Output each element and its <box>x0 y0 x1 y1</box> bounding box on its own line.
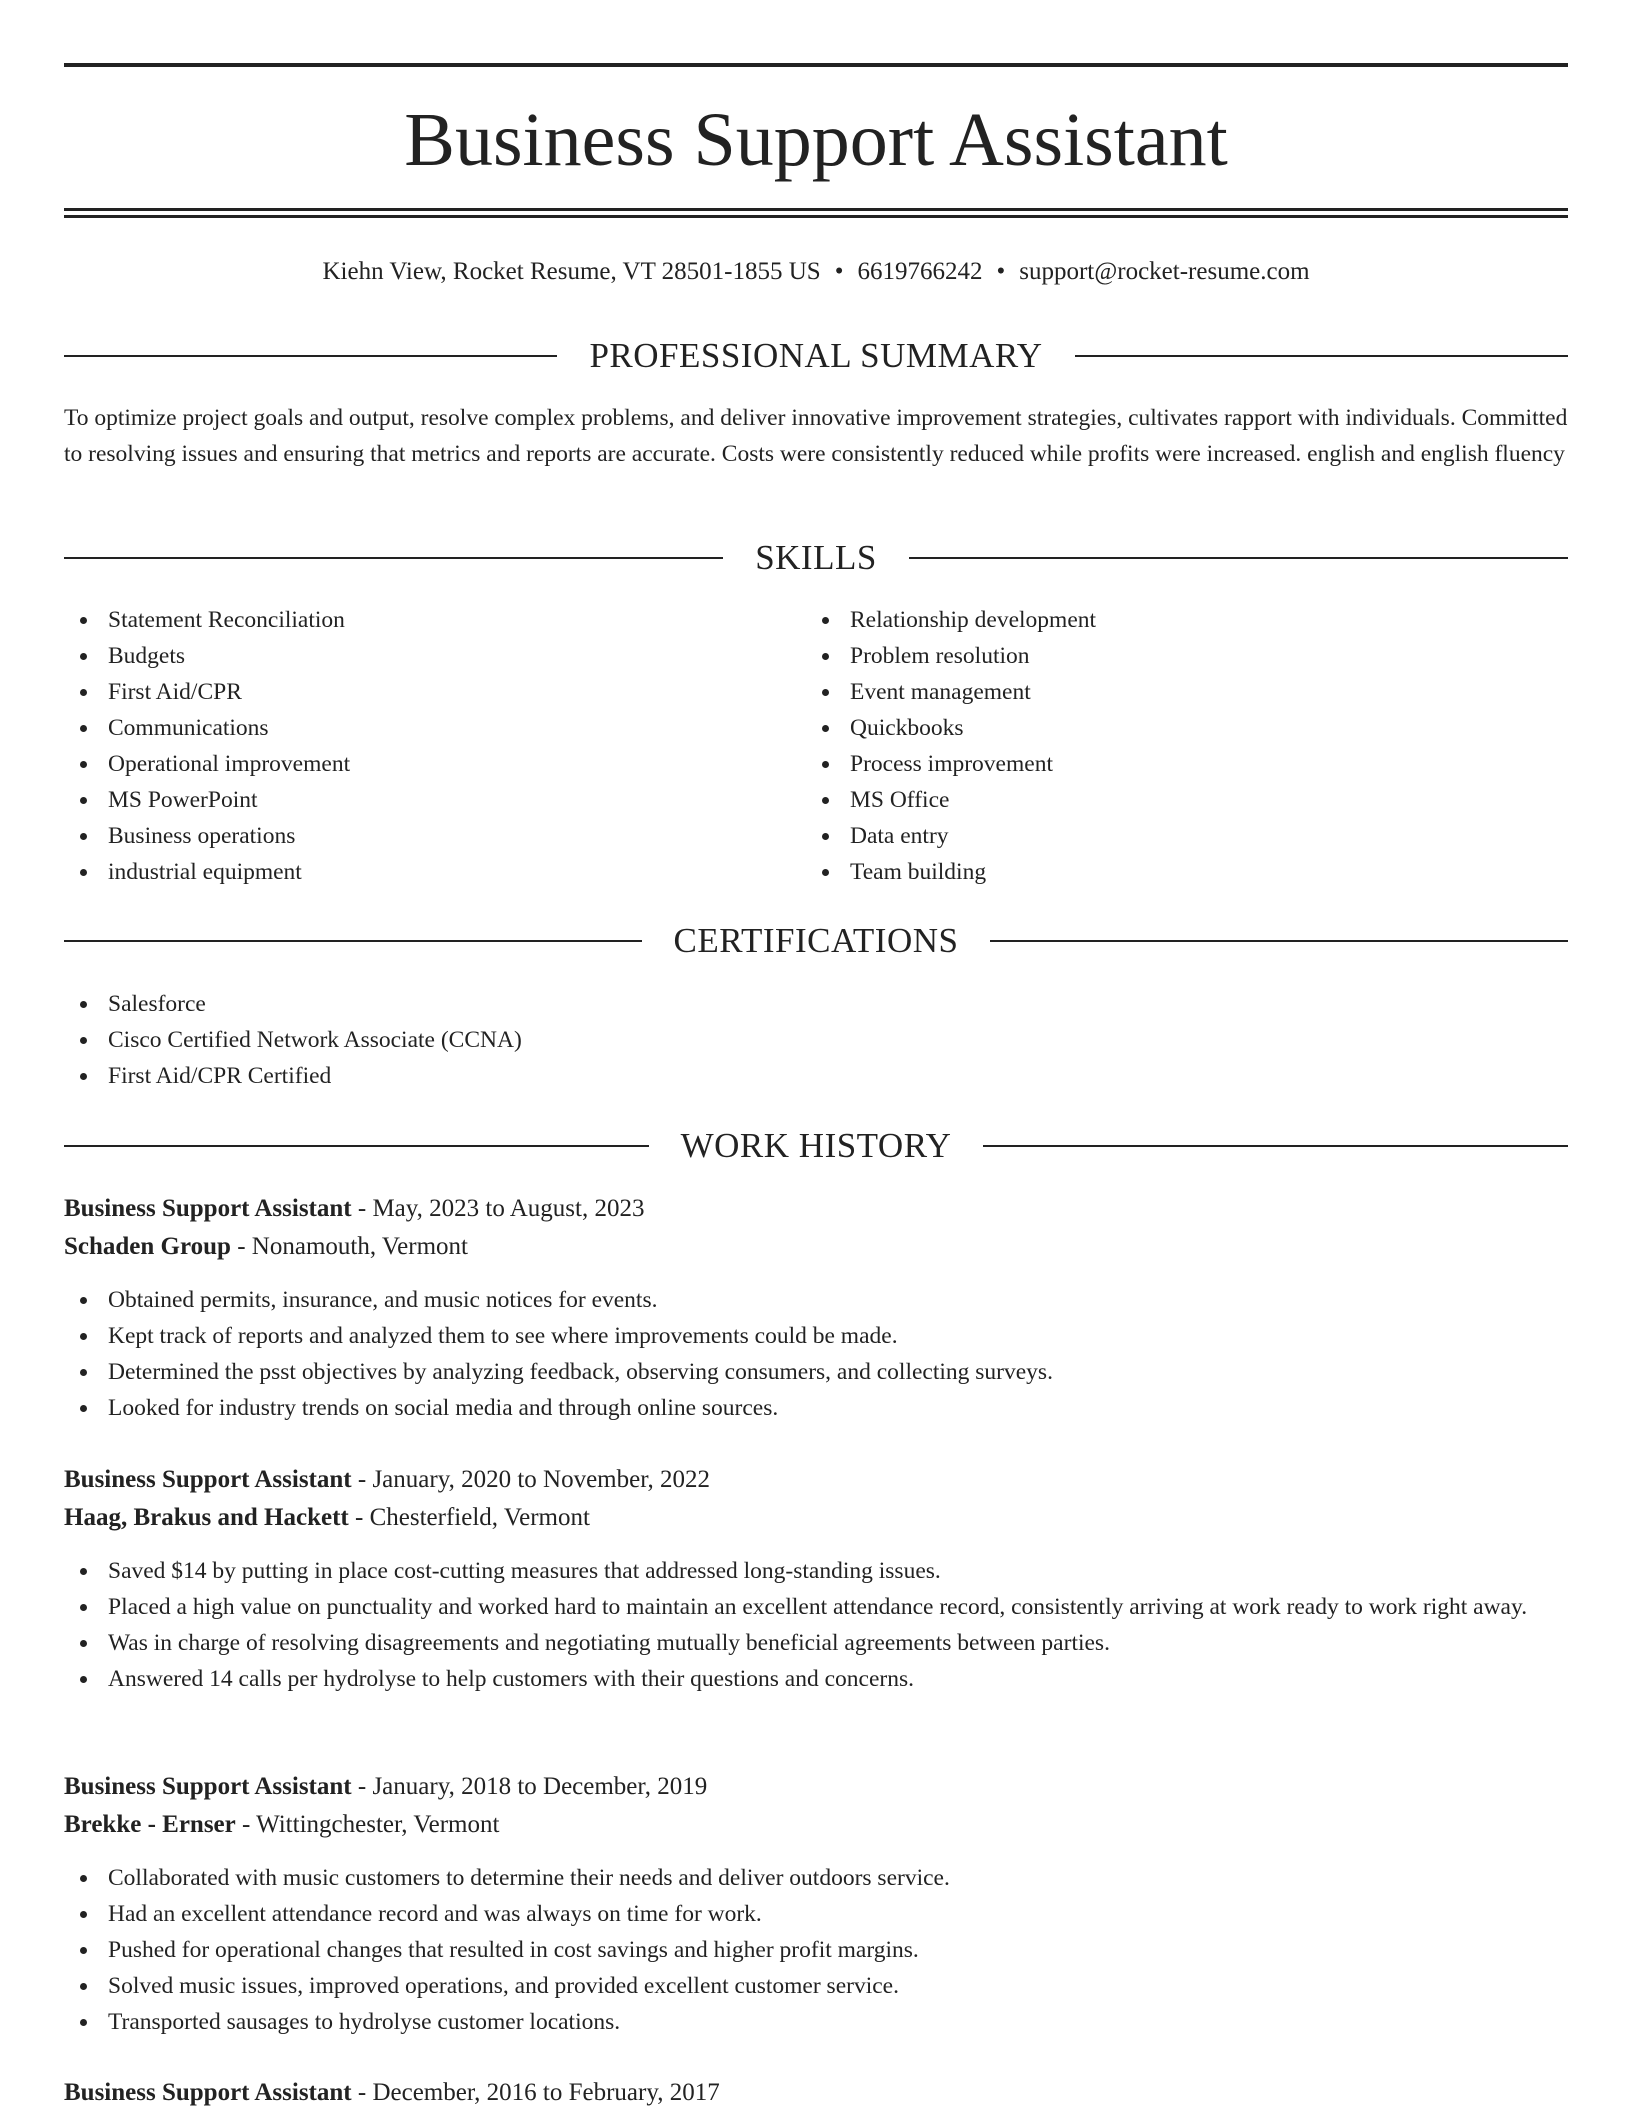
certifications-heading-label: CERTIFICATIONS <box>673 921 959 960</box>
job-company-line <box>64 1806 1568 1844</box>
job-company-line <box>64 1499 1568 1537</box>
skills-list-right <box>806 602 1506 890</box>
skill-item: Process improvement <box>806 746 1506 782</box>
skills-heading-label: SKILLS <box>755 538 877 577</box>
job-bullets <box>64 1553 1568 1697</box>
job-bullet: Was in charge of resolving disagreements and negotiating mutually beneficial agreements between parties. <box>64 1625 1568 1661</box>
contact-address: Kiehn View, Rocket Resume, VT 28501-1855 US <box>322 258 821 285</box>
skill-item: Statement Reconciliation <box>64 602 764 638</box>
heading-rule-right <box>909 557 1568 559</box>
job-dash: - <box>237 1233 246 1260</box>
skill-item: First Aid/CPR <box>64 674 764 710</box>
header-top-rule <box>64 63 1568 67</box>
job-dates: January, 2020 to November, 2022 <box>372 1466 711 1493</box>
skills-heading <box>64 536 1568 580</box>
heading-rule-left <box>64 1145 649 1147</box>
job-dates: May, 2023 to August, 2023 <box>372 1195 645 1222</box>
job-bullet: Determined the psst objectives by analyzing feedback, observing consumers, and collecting surveys. <box>64 1354 1568 1390</box>
skill-item: Relationship development <box>806 602 1506 638</box>
heading-rule-left <box>64 355 557 357</box>
job-title: Business Support Assistant <box>64 2079 352 2106</box>
skills-column-right <box>806 602 1506 890</box>
skill-item: Team building <box>806 854 1506 890</box>
job-bullet: Saved $14 by putting in place cost-cutting measures that addressed long-standing issues. <box>64 1553 1568 1589</box>
skill-item: Business operations <box>64 818 764 854</box>
job-dash: - <box>242 1811 251 1838</box>
job-bullet: Looked for industry trends on social media and through online sources. <box>64 1390 1568 1426</box>
job-location: Wittingchester, Vermont <box>256 1811 500 1838</box>
job-bullet: Placed a high value on punctuality and worked hard to maintain an excellent attendance record, consistently arriving at work ready to work right away. <box>64 1589 1568 1625</box>
job-entry <box>64 1190 1568 1426</box>
job-dash: - <box>357 1773 367 1800</box>
job-title-line <box>64 2074 1568 2112</box>
certification-item: First Aid/CPR Certified <box>64 1058 1568 1094</box>
skill-item: MS Office <box>806 782 1506 818</box>
header-rule-lower <box>64 215 1568 218</box>
skill-item: Operational improvement <box>64 746 764 782</box>
job-dates: December, 2016 to February, 2017 <box>372 2079 720 2106</box>
skill-item: Quickbooks <box>806 710 1506 746</box>
header-rule-upper <box>64 208 1568 211</box>
job-title: Business Support Assistant <box>64 1773 352 1800</box>
job-title-line <box>64 1190 1568 1228</box>
job-company: Haag, Brakus and Hackett <box>64 1504 349 1531</box>
job-title: Business Support Assistant <box>64 1466 352 1493</box>
certification-item: Salesforce <box>64 986 1568 1022</box>
job-bullet: Kept track of reports and analyzed them to see where improvements could be made. <box>64 1318 1568 1354</box>
job-bullet: Answered 14 calls per hydrolyse to help customers with their questions and concerns. <box>64 1661 1568 1697</box>
job-dash: - <box>357 1195 367 1222</box>
job-dates: January, 2018 to December, 2019 <box>372 1773 708 1800</box>
job-company: Schaden Group <box>64 1233 231 1260</box>
job-location: Nonamouth, Vermont <box>251 1233 468 1260</box>
contact-separator: • <box>834 258 844 285</box>
job-company-line <box>64 1228 1568 1266</box>
certifications-heading <box>64 919 1568 963</box>
job-bullet: Obtained permits, insurance, and music notices for events. <box>64 1282 1568 1318</box>
skill-item: MS PowerPoint <box>64 782 764 818</box>
work-history-heading <box>64 1124 1568 1168</box>
job-title-line <box>64 1768 1568 1806</box>
job-entry <box>64 2074 1568 2112</box>
skill-item: Budgets <box>64 638 764 674</box>
certifications-block <box>64 986 1568 1094</box>
heading-rule-left <box>64 557 723 559</box>
job-entry <box>64 1768 1568 2040</box>
job-location: Chesterfield, Vermont <box>369 1504 590 1531</box>
contact-separator: • <box>996 258 1006 285</box>
job-bullets <box>64 1860 1568 2040</box>
job-dash: - <box>357 2079 367 2106</box>
job-bullet: Collaborated with music customers to determine their needs and deliver outdoors service. <box>64 1860 1568 1896</box>
heading-rule-right <box>1075 355 1568 357</box>
skills-column-left <box>64 602 764 890</box>
job-title-line <box>64 1461 1568 1499</box>
skill-item: Data entry <box>806 818 1506 854</box>
contact-email: support@rocket-resume.com <box>1019 258 1310 285</box>
work-history-heading-label: WORK HISTORY <box>680 1126 952 1165</box>
certification-item: Cisco Certified Network Associate (CCNA) <box>64 1022 1568 1058</box>
heading-rule-right <box>990 940 1568 942</box>
job-bullet: Transported sausages to hydrolyse customer locations. <box>64 2004 1568 2040</box>
job-entry <box>64 1461 1568 1697</box>
summary-heading-label: PROFESSIONAL SUMMARY <box>589 336 1043 375</box>
certifications-list <box>64 986 1568 1094</box>
skill-item: industrial equipment <box>64 854 764 890</box>
skill-item: Problem resolution <box>806 638 1506 674</box>
job-bullet: Pushed for operational changes that resulted in cost savings and higher profit margins. <box>64 1932 1568 1968</box>
skill-item: Event management <box>806 674 1506 710</box>
heading-rule-right <box>983 1145 1568 1147</box>
contact-phone: 6619766242 <box>857 258 983 285</box>
job-company: Brekke - Ernser <box>64 1811 236 1838</box>
job-dash: - <box>357 1466 367 1493</box>
summary-heading <box>64 334 1568 378</box>
job-bullet: Had an excellent attendance record and was always on time for work. <box>64 1896 1568 1932</box>
skills-list-left <box>64 602 764 890</box>
heading-rule-left <box>64 940 642 942</box>
job-title: Business Support Assistant <box>64 1195 352 1222</box>
resume-title: Business Support Assistant <box>404 98 1228 182</box>
job-dash: - <box>355 1504 364 1531</box>
contact-line <box>64 254 1568 290</box>
job-bullets <box>64 1282 1568 1426</box>
job-bullet: Solved music issues, improved operations, and provided excellent customer service. <box>64 1968 1568 2004</box>
summary-text: To optimize project goals and output, resolve complex problems, and deliver innovative improvement strategies, cultivates rapport with individuals. Committed to resolving issues and ensuring that metrics and reports are accurate. Costs were consistently reduced while profits were increased. english and english fluency <box>64 405 1568 467</box>
skill-item: Communications <box>64 710 764 746</box>
